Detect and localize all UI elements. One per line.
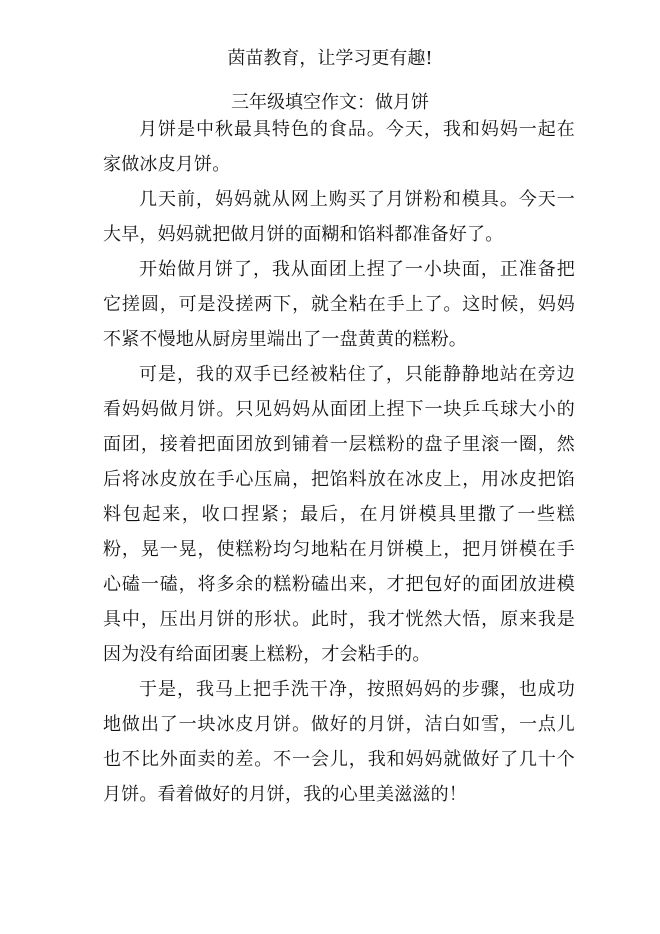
paragraph-2: 几天前，妈妈就从网上购买了月饼粉和模具。今天一大早，妈妈就把做月饼的面糊和馅料都准备好了。: [103, 189, 575, 245]
page-header: 茵苗教育，让学习更有趣!: [227, 48, 433, 69]
essay-title: 三年级填空作文：做月饼: [231, 92, 429, 113]
paragraph-3: 开始做月饼了，我从面团上捏了一小块面，正准备把它搓圆，可是没搓两下，就全粘在手上了。这时候，妈妈不紧不慢地从厨房里端出了一盘黄黄的糕粉。: [103, 259, 575, 350]
paragraph-1: 月饼是中秋最具特色的食品。今天，我和妈妈一起在家做冰皮月饼。: [103, 119, 575, 175]
paragraph-4: 可是，我的双手已经被粘住了，只能静静地站在旁边看妈妈做月饼。只见妈妈从面团上捏下一块乒乓球大小的面团，接着把面团放到铺着一层糕粉的盘子里滚一圈，然后将冰皮放在手心压扁，把馅料放在冰皮上，用冰皮把馅料包起来，收口捏紧；最后，在月饼模具里撒了一些糕粉，晃一晃，使糕粉均匀地粘在月饼模上，把月饼模在手心磕一磕，将多余的糕粉磕出来，才把包好的面团放进模具中，压出月饼的形状。此时，我才恍然大悟，原来我是因为没有给面团裹上糕粉，才会粘手的。: [103, 364, 575, 665]
essay-body: [103, 112, 575, 812]
paragraph-5: 于是，我马上把手洗干净，按照妈妈的步骤，也成功地做出了一块冰皮月饼。做好的月饼，洁白如雪，一点儿也不比外面卖的差。不一会儿，我和妈妈就做好了几十个月饼。看着做好的月饼，我的心里美滋滋的！: [103, 679, 575, 805]
